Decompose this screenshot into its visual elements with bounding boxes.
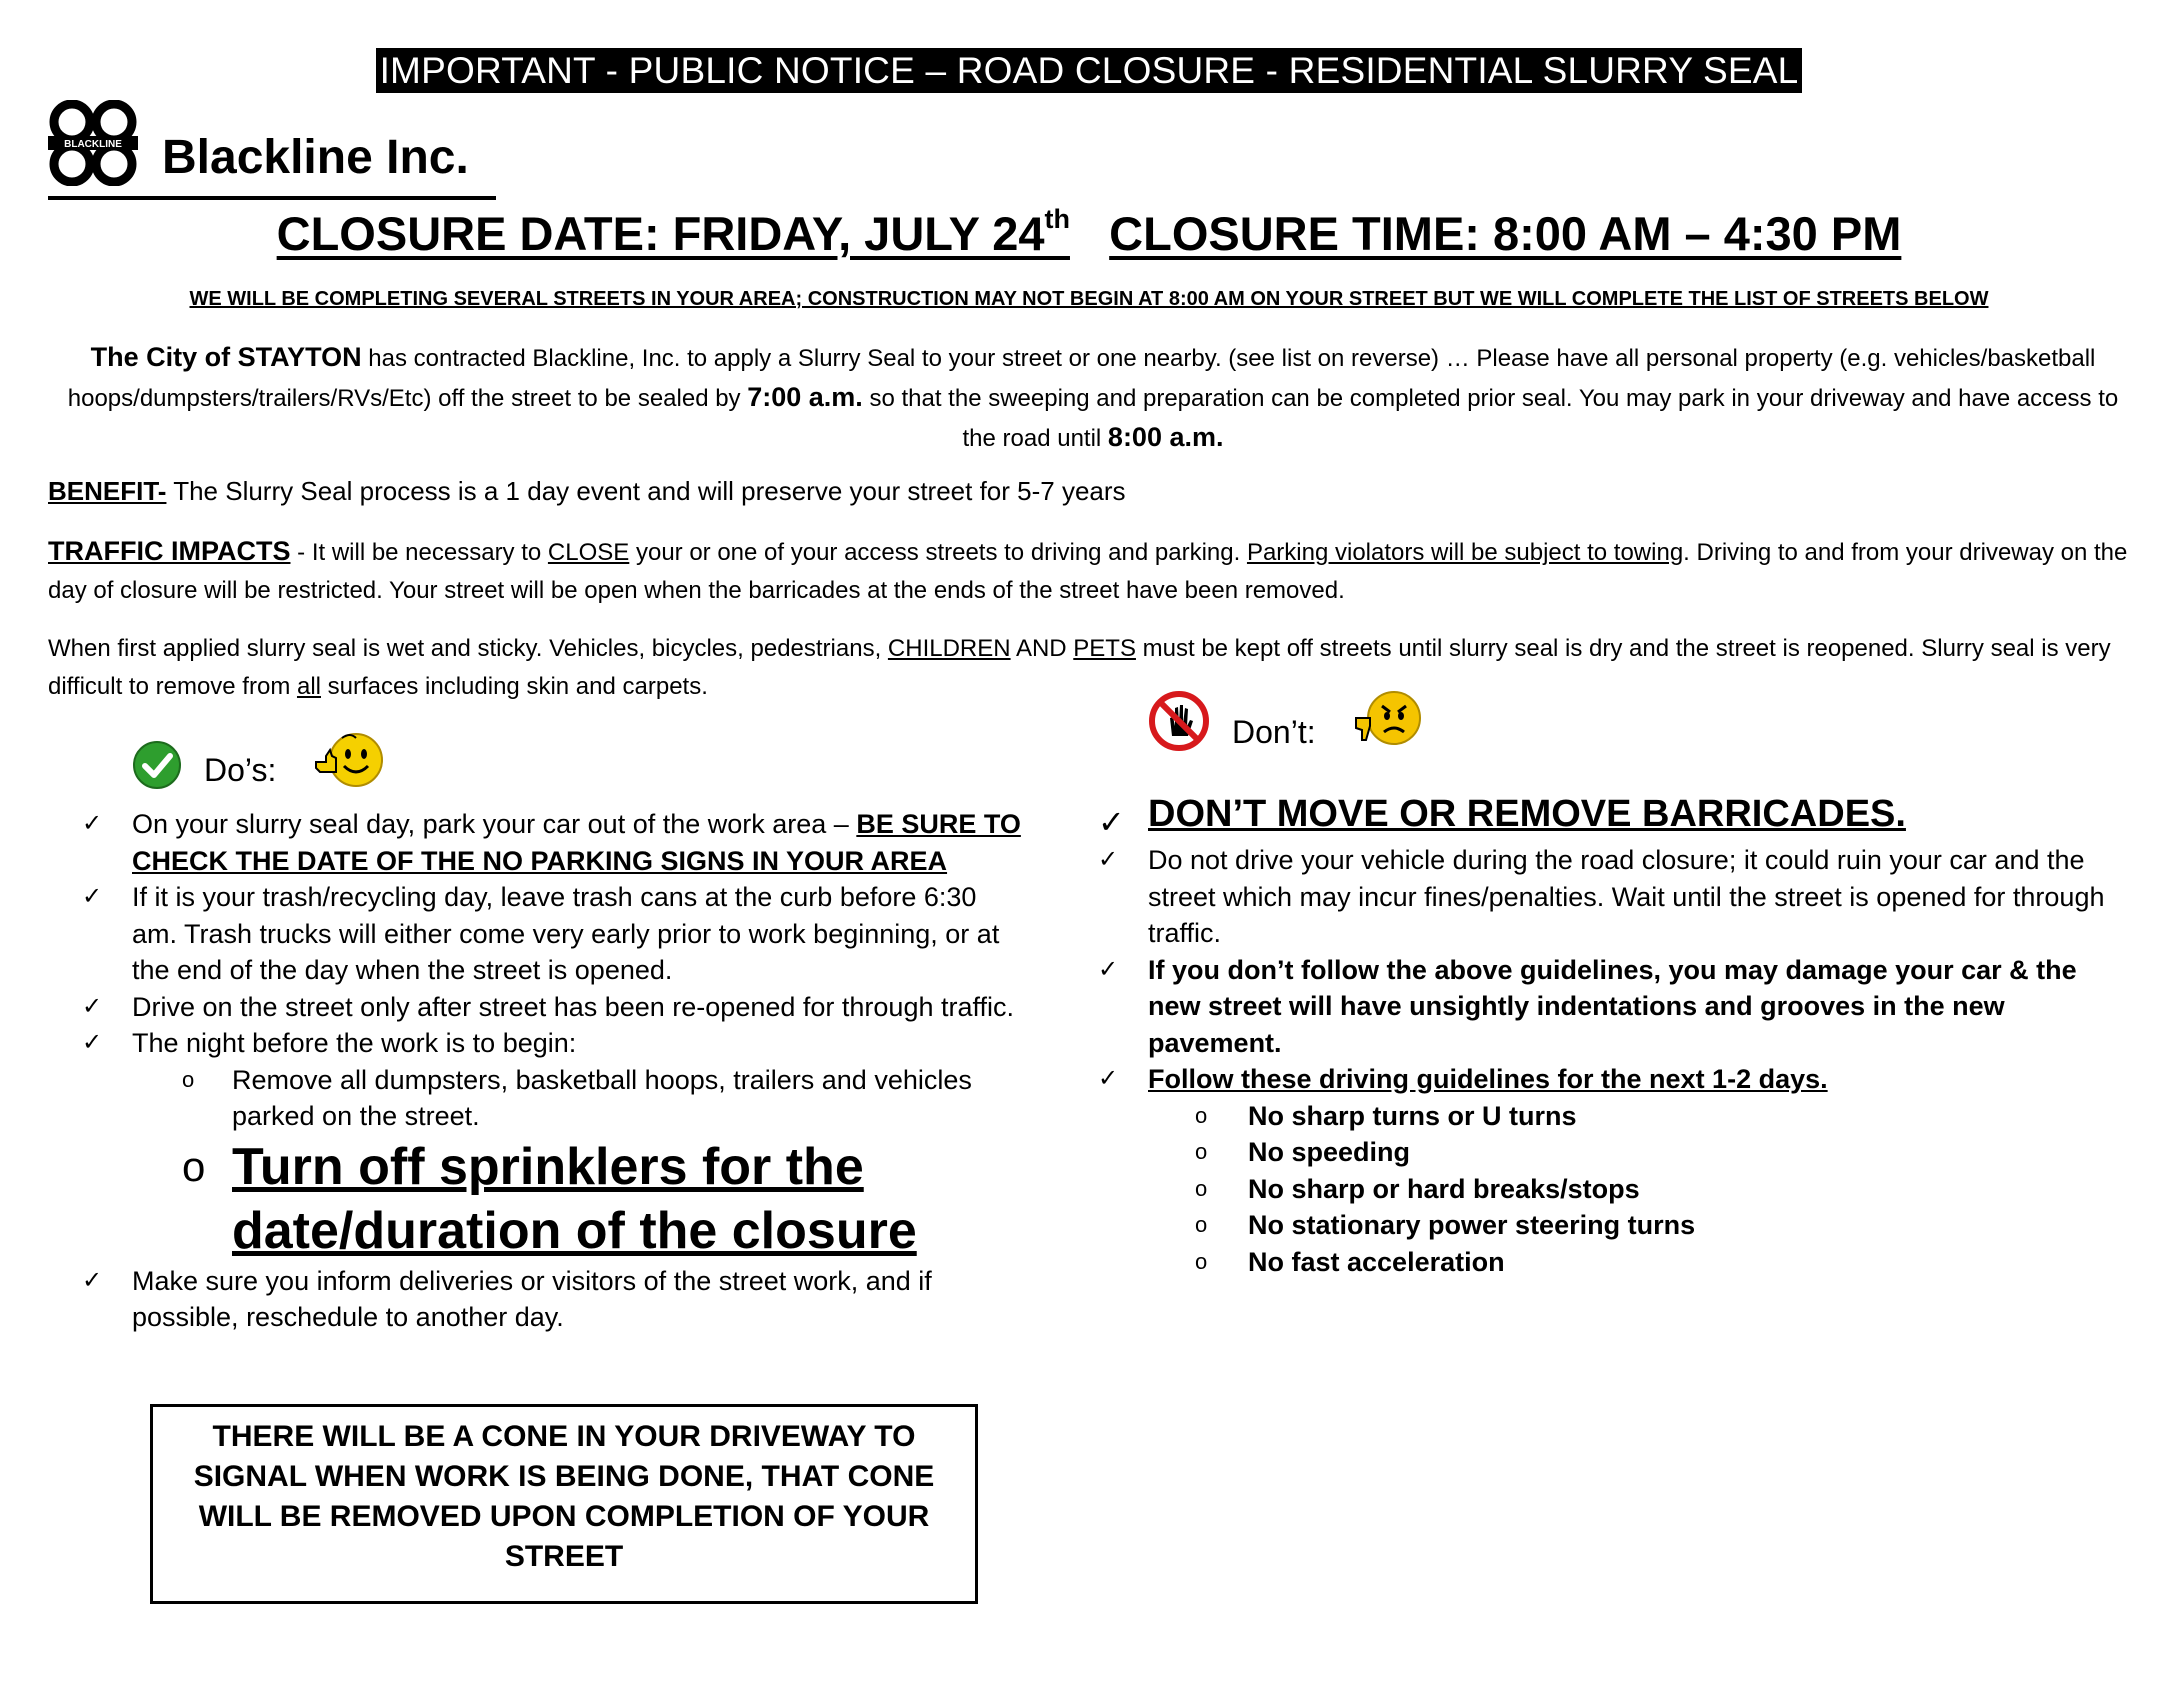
donts-header [1148,688,1422,752]
list-subitem [1098,1207,2128,1244]
children-word: CHILDREN [887,635,1011,662]
guideline-text: No stationary power steering turns [1248,1210,1696,1240]
wet-text-2: must be kept off streets until slurry seal is dry and the street is reopened. Slurry seal is very difficult to remove from [48,635,2111,700]
list-item [82,806,1022,879]
list-subitem [1098,1098,2128,1135]
dos-item-4-text: The night before the work is to begin: [132,1028,577,1058]
intro-text-1: has contracted Blackline, Inc. to apply a Slurry Seal to your street or one nearby. (see list on reverse) … Please have all personal property (e.g. vehicles/basketball hoops/dumpsters/trailers/RVs/Etc) off the street to be sealed by [67,345,2096,412]
circle-bullet-icon: o [1195,1212,1208,1237]
dos-item-1-emphasis: BE SURE TO CHECK THE DATE OF THE NO PARKING SIGNS IN YOUR AREA [132,809,1021,876]
close-word: CLOSE [547,539,630,566]
list-subitem [1098,1171,2128,1208]
thumbs-up-smiley-icon [312,728,384,790]
no-entry-hand-icon [1148,690,1210,752]
traffic-text-2: your or one of your access streets to driving and parking. [629,539,1247,566]
intro-paragraph [48,338,2138,458]
time-7am: 7:00 a.m. [747,382,863,412]
benefit-paragraph [48,476,2138,507]
dos-item-3-text: Drive on the street only after street has been re-opened for through traffic. [132,991,1014,1022]
dos-header [132,728,384,790]
list-item [1098,1061,2128,1098]
list-item [82,1263,1022,1336]
traffic-text-1: - It will be necessary to [290,539,548,566]
intro-text-2: so that the sweeping and preparation can be completed prior seal. You may park in your driveway and have access to the road until [862,385,2119,452]
all-word: all [296,673,321,700]
circle-bullet-icon: o [182,1142,206,1190]
guideline-text: No speeding [1248,1137,1411,1167]
benefit-label: BENEFIT- [48,476,167,506]
blackline-logo-icon [48,100,138,186]
wet-text-3: surfaces including skin and carpets. [321,673,708,700]
checkmark-icon: ✓ [1098,955,1119,983]
city-name: The City of STAYTON [90,342,362,372]
green-check-icon [132,740,182,790]
circle-bullet-icon: o [1195,1175,1208,1201]
checkmark-icon: ✓ [1098,846,1119,873]
circle-bullet-icon: o [182,1066,195,1092]
wet-seal-paragraph [48,630,2138,706]
checkmark-icon: ✓ [82,1266,103,1294]
list-item [82,879,1022,989]
list-item [1098,842,2128,952]
wet-and: AND [1010,635,1074,662]
donts-list [1098,786,2128,1280]
checkmark-icon: ✓ [82,883,103,910]
company-header [48,100,469,186]
guideline-text: No sharp turns or U turns [1248,1100,1577,1131]
circle-bullet-icon: o [1195,1102,1208,1128]
header-rule [48,196,496,200]
notice-banner [0,50,2178,92]
towing-warning: Parking violators will be subject to towing [1246,539,1684,566]
guideline-text: No sharp or hard breaks/stops [1248,1173,1640,1204]
dos-subitem-text: Remove all dumpsters, basketball hoops, trailers and vehicles parked on the street. [232,1064,972,1131]
checkmark-icon: ✓ [1098,1065,1119,1092]
checkmark-icon: ✓ [82,1029,103,1056]
donts-item-2-text: If you don’t follow the above guidelines, you may damage your car & the new street will have unsightly indentations and grooves in the new pavement. [1148,954,2077,1058]
list-subitem [1098,1134,2128,1171]
sprinklers-text: Turn off sprinklers for the date/duration of the closure [232,1137,917,1260]
closure-time: CLOSURE TIME: 8:00 AM – 4:30 PM [1109,207,1902,260]
closure-heading [0,204,2178,261]
closure-date-suffix: th [1044,204,1070,234]
checkmark-icon: ✓ [1098,804,1125,840]
cone-notice-box [150,1404,978,1604]
donts-item-1-text: Do not drive your vehicle during the road closure; it could ruin your car and the street which may incur fines/penalties. Wait until the street is opened for through traffic. [1148,845,2105,948]
pets-word: PETS [1073,635,1136,662]
barricades-warning: DON’T MOVE OR REMOVE BARRICADES. [1148,793,1906,835]
dos-list [82,806,1022,1336]
time-8am: 8:00 a.m. [1107,422,1224,452]
traffic-text-3: . Driving to and from your driveway on the day of closure will be restricted. Your street will be open when the barricades at the ends of the street have been removed. [48,539,2128,604]
guideline-text: No fast acceleration [1248,1246,1505,1277]
circle-bullet-icon: o [1195,1139,1208,1164]
completion-subheading: WE WILL BE COMPLETING SEVERAL STREETS IN YOUR AREA; CONSTRUCTION MAY NOT BEGIN AT 8:00 AM ON YOUR STREET BUT WE WILL COMPLETE THE LIST OF STREETS BELOW [189,288,1989,310]
dos-item-2-text: If it is your trash/recycling day, leave trash cans at the curb before 6:30 am. Trash trucks will either come very early prior to work beginning, or at the end of the day when the street is opened. [132,882,1000,985]
logo-text: BLACKLINE [64,139,122,150]
circle-bullet-icon: o [1195,1248,1208,1274]
list-subitem [82,1062,1022,1135]
donts-label: Don’t: [1232,714,1316,750]
sprinklers-notice [82,1135,1022,1263]
traffic-label: TRAFFIC IMPACTS [48,536,291,566]
closure-date: CLOSURE DATE: FRIDAY, JULY 24 [276,207,1045,260]
cone-notice-text: THERE WILL BE A CONE IN YOUR DRIVEWAY TO SIGNAL WHEN WORK IS BEING DONE, THAT CONE WILL BE REMOVED UPON COMPLETION OF YOUR STREET [193,1420,935,1573]
list-subitem [1098,1244,2128,1281]
dos-item-5-text: Make sure you inform deliveries or visitors of the street work, and if possible, reschedule to another day. [132,1265,932,1332]
thumbs-down-angry-smiley-icon [1352,688,1422,752]
dos-item-1-text: On your slurry seal day, park your car out of the work area – [132,809,857,839]
list-item [82,989,1022,1026]
banner-text: IMPORTANT - PUBLIC NOTICE – ROAD CLOSURE - RESIDENTIAL SLURRY SEAL [376,48,1803,93]
benefit-text: The Slurry Seal process is a 1 day event and will preserve your street for 5-7 years [166,476,1126,506]
list-item [82,1025,1022,1062]
list-item [1098,786,2128,842]
traffic-paragraph [48,532,2138,610]
dos-label: Do’s: [204,752,277,788]
company-name: Blackline Inc. [162,131,469,184]
checkmark-icon: ✓ [82,992,103,1020]
checkmark-icon: ✓ [82,810,103,837]
list-item [1098,952,2128,1062]
wet-text-1: When first applied slurry seal is wet and sticky. Vehicles, bicycles, pedestrians, [48,635,888,662]
donts-item-3-text: Follow these driving guidelines for the next 1-2 days. [1148,1064,1828,1094]
